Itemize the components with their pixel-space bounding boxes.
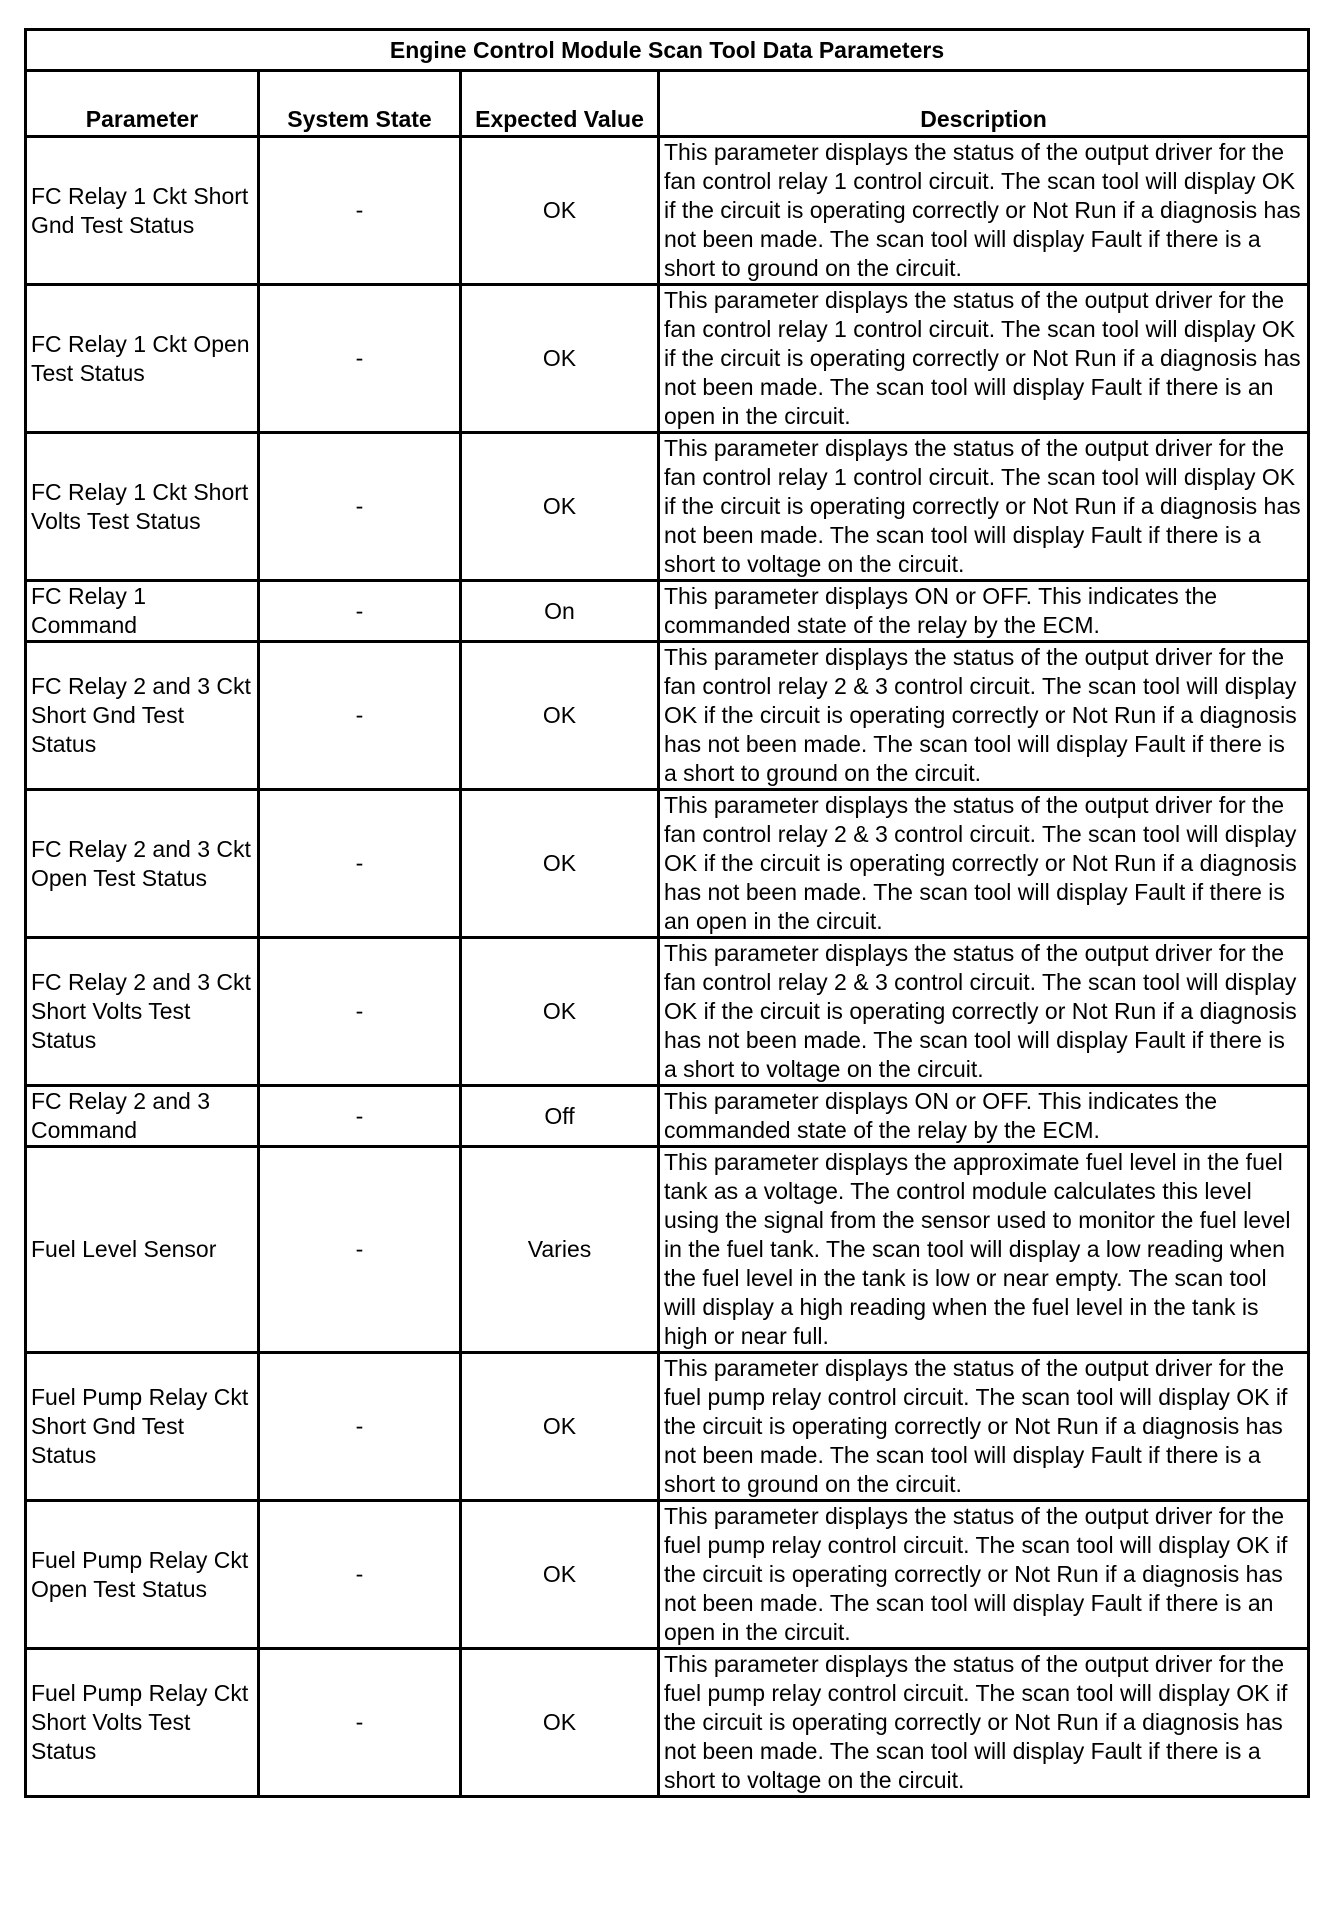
description-cell: This parameter displays the status of the output driver for the fuel pump relay control circuit. The scan tool will display OK if the circuit is operating correctly or Not Run if a diagnosis has not been made. The scan tool will display Fault if there is a short to ground on the circuit.: [659, 1353, 1309, 1501]
expected-value-cell: OK: [461, 433, 659, 581]
parameter-cell: FC Relay 2 and 3 Ckt Short Volts Test Status: [26, 938, 259, 1086]
description-cell: This parameter displays ON or OFF. This indicates the commanded state of the relay by the ECM.: [659, 581, 1309, 642]
system-state-cell: -: [259, 790, 461, 938]
parameter-cell: FC Relay 1 Ckt Short Volts Test Status: [26, 433, 259, 581]
parameter-cell: FC Relay 2 and 3 Ckt Short Gnd Test Status: [26, 642, 259, 790]
scan-tool-data-table: [24, 28, 1310, 1798]
table-row: [26, 1147, 1309, 1353]
expected-value-cell: OK: [461, 1353, 659, 1501]
parameter-cell: FC Relay 1 Ckt Open Test Status: [26, 285, 259, 433]
expected-value-cell: Varies: [461, 1147, 659, 1353]
table-row: [26, 1086, 1309, 1147]
system-state-cell: -: [259, 1501, 461, 1649]
parameter-cell: FC Relay 2 and 3 Ckt Open Test Status: [26, 790, 259, 938]
expected-value-cell: OK: [461, 938, 659, 1086]
system-state-cell: -: [259, 1147, 461, 1353]
expected-value-cell: OK: [461, 137, 659, 285]
table-row: [26, 1649, 1309, 1797]
table-row: [26, 1353, 1309, 1501]
system-state-cell: -: [259, 642, 461, 790]
table-row: [26, 433, 1309, 581]
description-cell: This parameter displays the status of the output driver for the fan control relay 1 control circuit. The scan tool will display OK if the circuit is operating correctly or Not Run if a diagnosis has not been made. The scan tool will display Fault if there is a short to voltage on the circuit.: [659, 433, 1309, 581]
description-cell: This parameter displays the status of the output driver for the fan control relay 2 & 3 control circuit. The scan tool will display OK if the circuit is operating correctly or Not Run if a diagnosis has not been made. The scan tool will display Fault if there is an open in the circuit.: [659, 790, 1309, 938]
table-row: [26, 285, 1309, 433]
table-title: Engine Control Module Scan Tool Data Parameters: [26, 30, 1309, 71]
header-parameter: Parameter: [26, 71, 259, 137]
system-state-cell: -: [259, 1086, 461, 1147]
description-cell: This parameter displays the status of the output driver for the fuel pump relay control circuit. The scan tool will display OK if the circuit is operating correctly or Not Run if a diagnosis has not been made. The scan tool will display Fault if there is a short to voltage on the circuit.: [659, 1649, 1309, 1797]
system-state-cell: -: [259, 137, 461, 285]
system-state-cell: -: [259, 285, 461, 433]
system-state-cell: -: [259, 938, 461, 1086]
table-row: [26, 642, 1309, 790]
parameter-cell: Fuel Pump Relay Ckt Open Test Status: [26, 1501, 259, 1649]
table-row: [26, 790, 1309, 938]
expected-value-cell: OK: [461, 642, 659, 790]
table-row: [26, 137, 1309, 285]
table-row: [26, 938, 1309, 1086]
parameter-cell: FC Relay 1 Command: [26, 581, 259, 642]
parameter-cell: Fuel Pump Relay Ckt Short Gnd Test Status: [26, 1353, 259, 1501]
parameter-cell: FC Relay 1 Ckt Short Gnd Test Status: [26, 137, 259, 285]
table-row: [26, 1501, 1309, 1649]
description-cell: This parameter displays the status of the output driver for the fan control relay 2 & 3 control circuit. The scan tool will display OK if the circuit is operating correctly or Not Run if a diagnosis has not been made. The scan tool will display Fault if there is a short to voltage on the circuit.: [659, 938, 1309, 1086]
description-cell: This parameter displays the approximate fuel level in the fuel tank as a voltage. The control module calculates this level using the signal from the sensor used to monitor the fuel level in the fuel tank. The scan tool will display a low reading when the fuel level in the tank is low or near empty. The scan tool will display a high reading when the fuel level in the tank is high or near full.: [659, 1147, 1309, 1353]
header-description: Description: [659, 71, 1309, 137]
header-system-state: System State: [259, 71, 461, 137]
parameter-cell: Fuel Pump Relay Ckt Short Volts Test Status: [26, 1649, 259, 1797]
expected-value-cell: OK: [461, 285, 659, 433]
expected-value-cell: Off: [461, 1086, 659, 1147]
system-state-cell: -: [259, 1649, 461, 1797]
description-cell: This parameter displays the status of the output driver for the fan control relay 1 control circuit. The scan tool will display OK if the circuit is operating correctly or Not Run if a diagnosis has not been made. The scan tool will display Fault if there is an open in the circuit.: [659, 285, 1309, 433]
system-state-cell: -: [259, 433, 461, 581]
expected-value-cell: OK: [461, 790, 659, 938]
system-state-cell: -: [259, 1353, 461, 1501]
parameter-cell: FC Relay 2 and 3 Command: [26, 1086, 259, 1147]
expected-value-cell: OK: [461, 1649, 659, 1797]
header-expected-value: Expected Value: [461, 71, 659, 137]
description-cell: This parameter displays the status of the output driver for the fan control relay 1 control circuit. The scan tool will display OK if the circuit is operating correctly or Not Run if a diagnosis has not been made. The scan tool will display Fault if there is a short to ground on the circuit.: [659, 137, 1309, 285]
parameter-cell: Fuel Level Sensor: [26, 1147, 259, 1353]
description-cell: This parameter displays ON or OFF. This indicates the commanded state of the relay by the ECM.: [659, 1086, 1309, 1147]
expected-value-cell: OK: [461, 1501, 659, 1649]
description-cell: This parameter displays the status of the output driver for the fan control relay 2 & 3 control circuit. The scan tool will display OK if the circuit is operating correctly or Not Run if a diagnosis has not been made. The scan tool will display Fault if there is a short to ground on the circuit.: [659, 642, 1309, 790]
system-state-cell: -: [259, 581, 461, 642]
description-cell: This parameter displays the status of the output driver for the fuel pump relay control circuit. The scan tool will display OK if the circuit is operating correctly or Not Run if a diagnosis has not been made. The scan tool will display Fault if there is an open in the circuit.: [659, 1501, 1309, 1649]
table-row: [26, 581, 1309, 642]
expected-value-cell: On: [461, 581, 659, 642]
